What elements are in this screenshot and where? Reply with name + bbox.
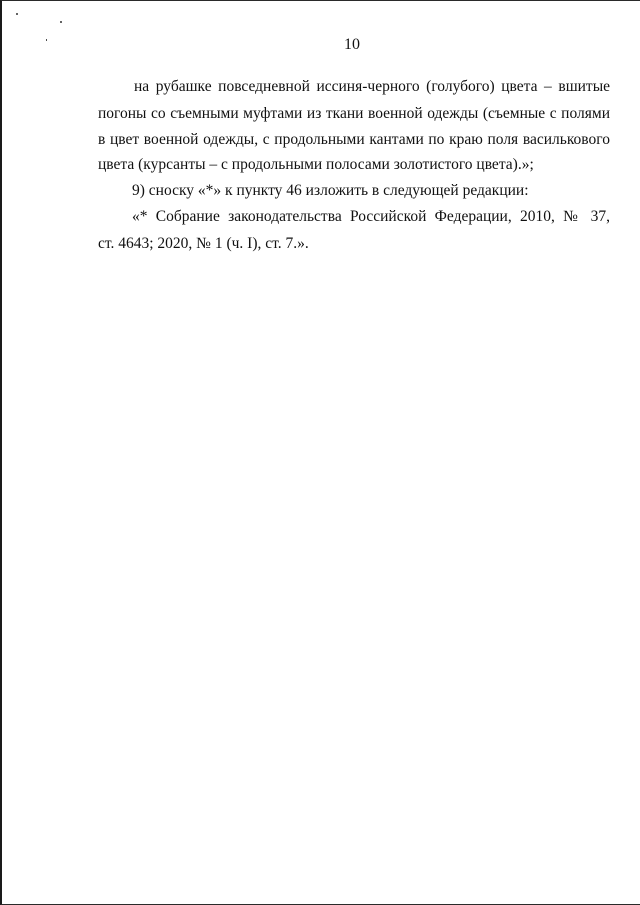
text-line: 9) сноску «*» к пункту 46 изложить в следующей редакции: bbox=[132, 182, 529, 199]
text-line: ст. 4643; 2020, № 1 (ч. I), ст. 7.». bbox=[98, 235, 309, 252]
text-line: погоны со съемными муфтами из ткани военной одежды (съемные с полями bbox=[98, 105, 610, 122]
scan-speck bbox=[16, 13, 18, 15]
text-line: «* Собрание законодательства Российской Федерации, 2010, № 37, bbox=[132, 208, 610, 225]
text-line: на рубашке повседневной иссиня-черного (голубого) цвета – вшитые bbox=[134, 78, 610, 95]
text-line: цвета (курсанты – с продольными полосами золотистого цвета).»; bbox=[98, 156, 534, 173]
page-number: 10 bbox=[344, 36, 360, 53]
text-line: в цвет военной одежды, с продольными кантами по краю поля василькового bbox=[98, 131, 610, 148]
scan-speck bbox=[60, 21, 62, 23]
